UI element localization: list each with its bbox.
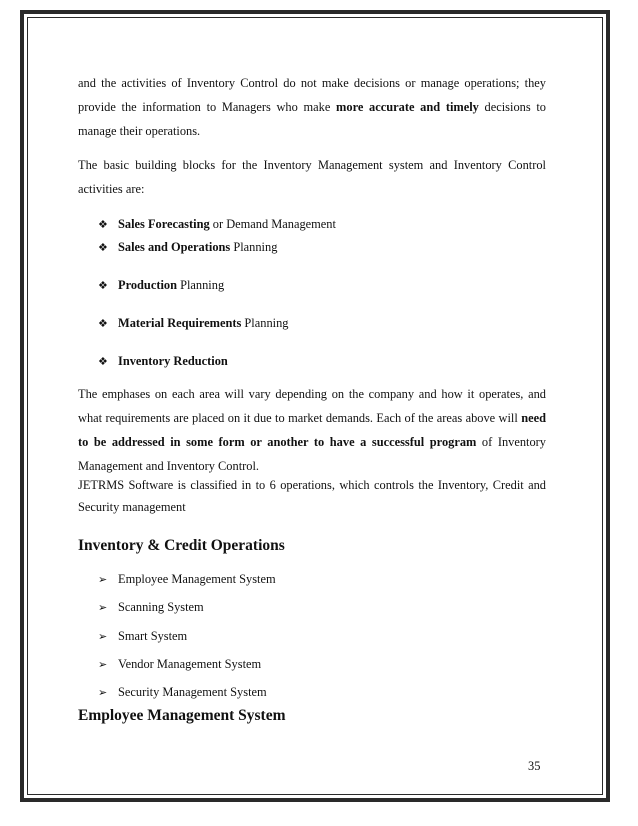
list-item-bold: Production [118,278,177,292]
diamond-bullet-icon: ❖ [98,219,108,231]
paragraph-text: The emphases on each area will vary depending on the company and how it operates, and what requirements are placed on it due to market demands. Each of the areas above will [78,387,546,425]
list-item-text: Vendor Management System [118,657,262,671]
list-item-bold: Sales Forecasting [118,217,210,231]
list-item-operation [98,599,204,616]
list-item-operation [98,628,187,645]
list-item-text: Planning [241,316,289,330]
list-item-operation [98,684,267,701]
paragraph-emphases [78,382,546,478]
list-item-operation [98,656,261,673]
list-item-operation [98,571,276,588]
list-item-building-block [98,216,336,233]
paragraph-building-blocks: The basic building blocks for the Inventory Management system and Inventory Control activities are: [78,158,546,196]
paragraph-text: decisions to manage their operations. [78,100,546,138]
list-item-text: Security Management System [118,685,267,699]
heading-employee-management: Employee Management System [78,707,286,724]
list-item-building-block [98,277,224,294]
list-item-text: Scanning System [118,600,204,614]
arrow-bullet-icon: ➢ [98,659,108,671]
diamond-bullet-icon: ❖ [98,280,108,292]
emphasis-text: need to be addressed in some form or another to have a successful program [78,411,546,449]
list-item-text: Planning [230,240,278,254]
list-item-bold: Material Requirements [118,316,242,330]
arrow-bullet-icon: ➢ [98,631,108,643]
paragraph-inventory-control [78,71,546,143]
list-item-text: Planning [176,278,225,292]
emphasis-text: more accurate and timely [336,100,479,114]
list-item-building-block [98,353,228,370]
arrow-bullet-icon: ➢ [98,687,108,699]
arrow-bullet-icon: ➢ [98,602,108,614]
list-item-building-block [98,315,288,332]
list-item-bold: Inventory Reduction [118,354,228,368]
list-item-text: Smart System [118,629,188,643]
page-number: 35 [528,759,541,773]
paragraph-text: and the activities of Inventory Control do not make decisions or manage operations; they provide the information to Managers who make [78,76,546,114]
list-item-building-block [98,239,277,256]
paragraph-text: of Inventory Management and Inventory Control. [78,435,546,473]
list-item-text: Employee Management System [118,572,276,586]
diamond-bullet-icon: ❖ [98,318,108,330]
list-item-text: or Demand Management [209,217,336,231]
arrow-bullet-icon: ➢ [98,574,108,586]
list-item-bold: Sales and Operations [118,240,231,254]
diamond-bullet-icon: ❖ [98,356,108,368]
diamond-bullet-icon: ❖ [98,242,108,254]
heading-inventory-credit: Inventory & Credit Operations [78,537,285,554]
paragraph-jetrms: JETRMS Software is classified in to 6 operations, which controls the Inventory, Credit and Security management [78,478,546,514]
